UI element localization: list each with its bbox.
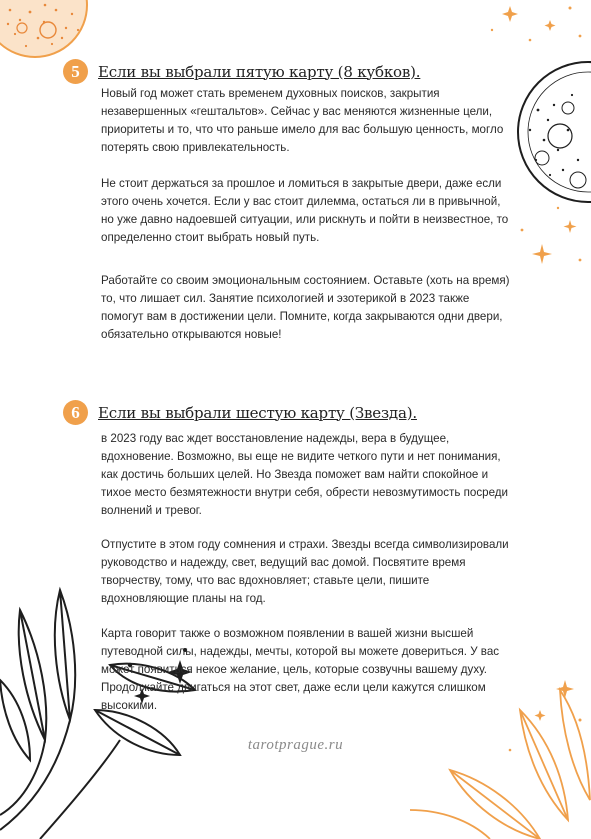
section-5-paragraph-3: Работайте со своим эмоциональным состоянием. Оставьте (хоть на время) то, что лишает сил. Занятие психологией и эзотерикой в 2023 также помогут вам в достижении цели. Помните, когда закрываются одни двери, обязательно открываются новые! bbox=[101, 274, 510, 341]
section-6-paragraph-3: Карта говорит также о возможном появлении в вашей жизни высшей путеводной силы, надежды, мечты, которой вы можете довериться. У вас может появиться некое желание, цель, которые созвучны вашему духу. Продолжайте двигаться на этот свет, даже если цели кажутся слишком высокими. bbox=[101, 627, 500, 712]
section-6-number-badge: 6 bbox=[63, 400, 88, 425]
section-6-header bbox=[63, 400, 417, 425]
section-6-paragraph-1: в 2023 году вас ждет восстановление надежды, вера в будущее, вдохновение. Возможно, вы еще не видите четкого пути и нет понимания, как достичь больших целей. Но Звезда поможет вам найти спокойное и тихое место безмятежности внутри себя, обрести невозмутимость посреди волнений и тревог. bbox=[101, 432, 509, 517]
section-5-title: Если вы выбрали пятую карту (8 кубков). bbox=[98, 62, 421, 81]
section-5-paragraph-1: Новый год может стать временем духовных поисков, закрытия незавершенных «гештальтов». Сейчас у вас меняются жизненные цели, приоритеты и то, что что раньше имело для вас большую ценность, могло потерять свою привлекательность. bbox=[101, 87, 504, 154]
section-6-paragraph-2: Отпустите в этом году сомнения и страхи. Звезды всегда символизировали руководство и надежду, свет, ведущий вас домой. Посвятите время творчеству, тому, что вас вдохновляет; ставьте цели, пишите вдохновляющие планы на год. bbox=[101, 538, 509, 605]
moon-right-decoration bbox=[508, 50, 591, 220]
section-6-title: Если вы выбрали шестую карту (Звезда). bbox=[98, 403, 417, 422]
section-5-paragraph-2: Не стоит держаться за прошлое и ломиться в закрытые двери, даже если этого очень хочется. Если у вас стоит дилемма, остаться ли в привычной, но уже давно надоевшей ситуации, или рискнуть и пойти в неизвестное, то определенно стоит выбрать новый путь. bbox=[101, 177, 509, 244]
footer-website: tarotprague.ru bbox=[247, 737, 344, 753]
section-5-header bbox=[63, 59, 420, 84]
section-5-number-badge: 5 bbox=[63, 59, 88, 84]
sparkles-right-decoration bbox=[510, 200, 591, 280]
